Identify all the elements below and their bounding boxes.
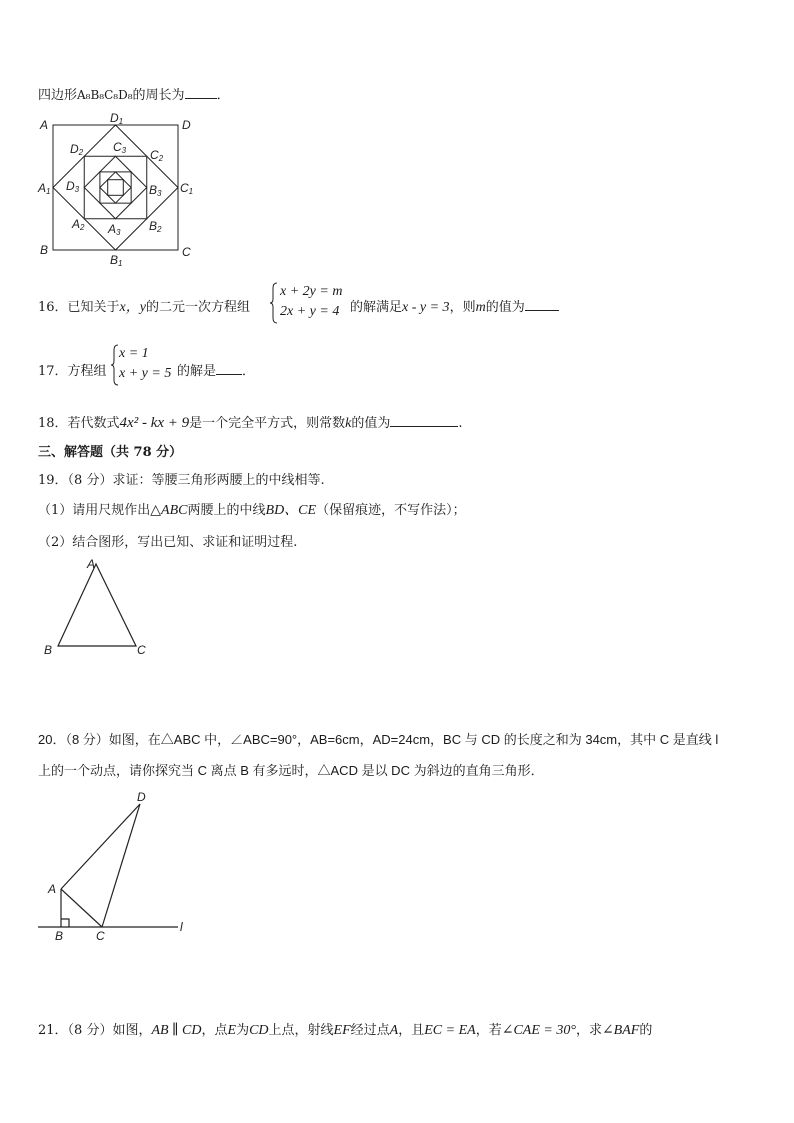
q20-line1: 20．（8 分）如图，在△ABC 中，∠ABC=90°，AB=6cm，AD=24cm，BC 与 CD 的长度之和为 34cm，其中 C 是直线 l bbox=[38, 732, 719, 747]
q18-text2: 的值为 bbox=[351, 416, 391, 431]
q17-text: 的解是 bbox=[177, 364, 217, 379]
q16-eq1: x + 2y = m bbox=[280, 284, 343, 299]
q16-number: 16．已知关于 bbox=[38, 300, 120, 315]
q21-g: 上点，射线 bbox=[268, 1023, 334, 1038]
label-C: C bbox=[182, 245, 191, 259]
square-5 bbox=[100, 172, 131, 203]
q21-b: AB ∥ CD bbox=[151, 1023, 202, 1038]
q15-text-after: 的周长为 bbox=[132, 88, 185, 103]
q18-line bbox=[38, 412, 463, 432]
segment-dc bbox=[102, 804, 140, 927]
q15-shape: A₈B₈C₈D₈ bbox=[77, 88, 133, 102]
q21-e: 为 bbox=[236, 1023, 250, 1038]
q21-q: 的 bbox=[639, 1023, 653, 1038]
q16-eq2: 2x + y = 4 bbox=[280, 304, 340, 319]
q21-n: ∠CAE = 30° bbox=[501, 1023, 576, 1038]
q16-text2: 的解满足 bbox=[350, 300, 403, 315]
label-A3: A3 bbox=[108, 222, 121, 237]
section-3-heading: 三、解答题（共 78 分） bbox=[38, 445, 183, 460]
q21-j: A bbox=[389, 1023, 399, 1038]
label-D: D bbox=[182, 118, 191, 132]
q18-number: 18．若代数式 bbox=[38, 416, 120, 431]
label-B: B bbox=[40, 243, 49, 257]
label-D3: D3 bbox=[66, 179, 80, 194]
q19-line3: （2）结合图形，写出已知、求证和证明过程. bbox=[38, 535, 298, 550]
q19-label-C: C bbox=[137, 643, 146, 657]
label-D1: D1 bbox=[110, 112, 124, 126]
q21-o: ，求 bbox=[575, 1023, 602, 1038]
right-angle-mark bbox=[61, 919, 69, 927]
q16-line bbox=[38, 296, 250, 316]
q21-m: ，若 bbox=[475, 1023, 502, 1038]
square-a3b3c3d3 bbox=[84, 156, 147, 219]
label-D2: D2 bbox=[70, 142, 84, 157]
q16-answer-blank[interactable] bbox=[525, 298, 559, 311]
q21-f: CD bbox=[249, 1023, 269, 1038]
label-C1: C1 bbox=[180, 181, 194, 196]
label-A: A bbox=[40, 118, 49, 132]
q20-right-triangle-figure bbox=[30, 786, 200, 946]
segment-ac bbox=[61, 889, 102, 927]
q16-text3: ，则 bbox=[449, 300, 476, 315]
q16-text1: 的二元一次方程组 bbox=[145, 300, 250, 315]
square-a2b2c2d2 bbox=[84, 156, 147, 219]
q21-l: EC = EA bbox=[424, 1023, 476, 1038]
segment-ad bbox=[61, 804, 140, 889]
q17-number: 17．方程组 bbox=[38, 364, 107, 379]
label-A2: A2 bbox=[72, 217, 85, 232]
q17-eq2: x + y = 5 bbox=[119, 366, 172, 381]
q19-line1: 19．（8 分）求证：等腰三角形两腰上的中线相等. bbox=[38, 473, 325, 488]
q16-cond: x - y = 3 bbox=[402, 300, 450, 315]
q18-var-k: k bbox=[345, 416, 352, 431]
q17-line-tail bbox=[177, 360, 255, 379]
brace-icon bbox=[270, 282, 278, 324]
q16-vars: x，y bbox=[119, 300, 146, 315]
q15-answer-blank[interactable] bbox=[185, 86, 217, 99]
label-B3: B3 bbox=[149, 183, 162, 198]
q17-equation-system bbox=[111, 344, 177, 386]
triangle-abc bbox=[58, 564, 136, 646]
q17-line bbox=[38, 360, 107, 379]
q16-line-tail bbox=[350, 296, 559, 316]
q17-eq1: x = 1 bbox=[119, 346, 149, 361]
q18-text1: 是一个完全平方式，则常数 bbox=[189, 416, 346, 431]
q16-var-m: m bbox=[475, 300, 486, 315]
q18-expr: 4x² - kx + 9 bbox=[119, 415, 190, 431]
label-B1: B1 bbox=[110, 253, 123, 268]
q19-line2-a: （1）请用尺规作出 bbox=[38, 503, 151, 518]
q19-line2-b: 两腰上的中线 bbox=[187, 503, 266, 518]
q17-end: ． bbox=[242, 364, 256, 379]
q21-p: ∠BAF bbox=[601, 1023, 640, 1038]
q21-a: 21．（8 分）如图， bbox=[38, 1023, 152, 1038]
q20-label-l: l bbox=[180, 920, 183, 934]
q20-label-C: C bbox=[96, 929, 105, 943]
q15-text-before: 四边形 bbox=[38, 88, 78, 103]
q16-equation-system bbox=[270, 282, 350, 324]
q15-line bbox=[38, 84, 230, 103]
q15-end: ． bbox=[216, 88, 230, 103]
q19-label-A: A bbox=[87, 558, 96, 571]
q21-line bbox=[38, 1019, 652, 1039]
label-C2: C2 bbox=[150, 148, 164, 163]
q20-label-A: A bbox=[48, 882, 57, 896]
label-A1: A1 bbox=[38, 181, 51, 196]
q17-answer-blank[interactable] bbox=[216, 362, 242, 375]
q21-c: ，点 bbox=[201, 1023, 228, 1038]
q19-label-B: B bbox=[44, 643, 53, 657]
q21-d: E bbox=[227, 1023, 237, 1038]
q18-answer-blank[interactable] bbox=[390, 414, 458, 427]
brace-icon bbox=[111, 344, 119, 386]
square-6 bbox=[108, 180, 124, 196]
q15-nested-squares-figure bbox=[36, 112, 216, 272]
q19-isosceles-triangle-figure bbox=[40, 558, 170, 658]
q20-line2: 上的一个动点，请你探究当 C 离点 B 有多远时，△ACD 是以 DC 为斜边的直角三角形． bbox=[38, 763, 544, 778]
q19-line2-c: （保留痕迹，不写作法）； bbox=[316, 503, 466, 518]
label-B2: B2 bbox=[149, 219, 162, 234]
q21-h: EF bbox=[333, 1023, 351, 1038]
q19-line2 bbox=[38, 499, 466, 519]
q21-i: 经过点 bbox=[350, 1023, 390, 1038]
q19-triangle: △ABC bbox=[150, 503, 188, 518]
q20-label-B: B bbox=[55, 929, 64, 943]
q20-label-D: D bbox=[137, 790, 146, 804]
q18-end: . bbox=[458, 416, 463, 431]
label-C3: C3 bbox=[113, 140, 127, 155]
square-4 bbox=[100, 172, 131, 203]
q21-k: ，且 bbox=[398, 1023, 425, 1038]
q16-text4: 的值为 bbox=[485, 300, 525, 315]
q19-bd-ce: BD、CE bbox=[265, 503, 317, 518]
